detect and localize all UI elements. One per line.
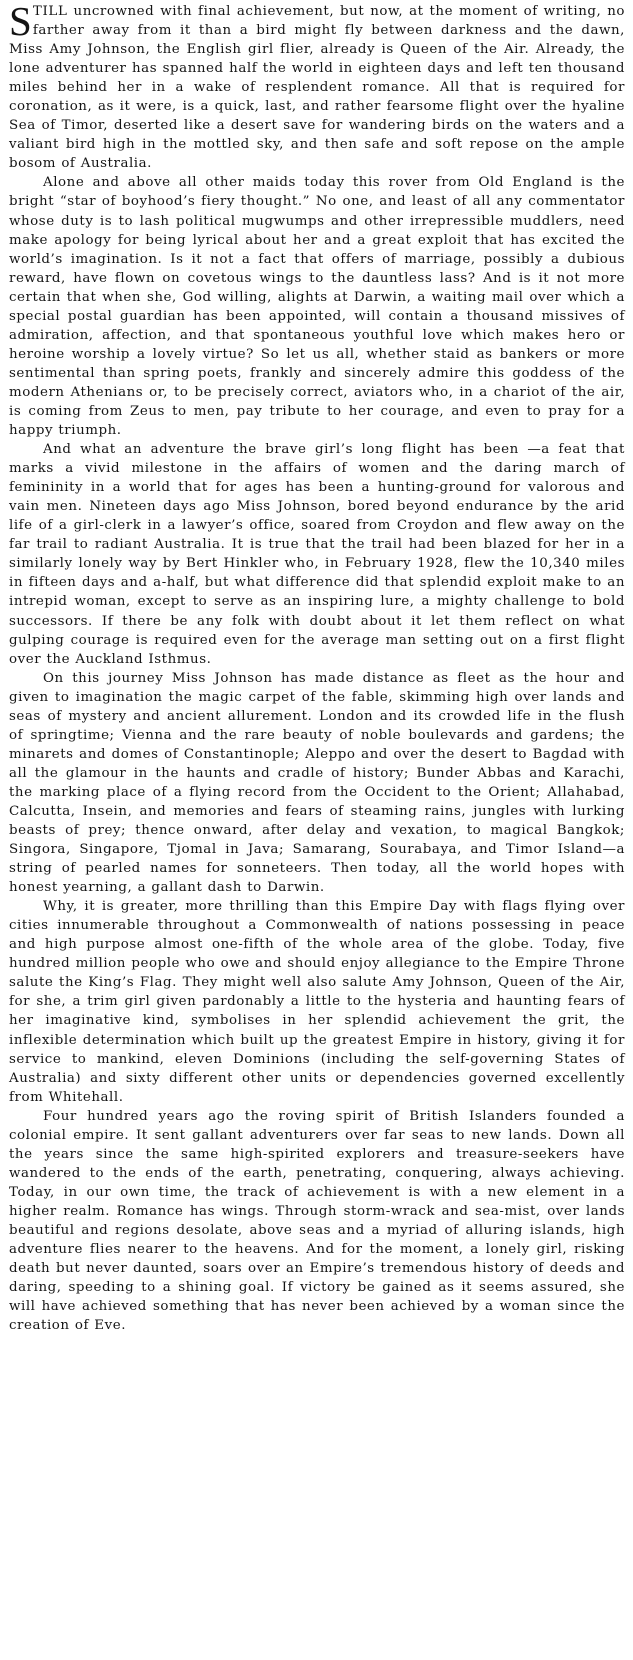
article-paragraph-2: Alone and above all other maids today this rover from Old England is the bright “star of boyhood’s fiery thought.” No one, and least of all any commentator whose duty is to lash political mugwumps and other irrepressible muddlers, need make apology for being lyrical about her and a great exploit that has excited the world’s imagination. Is it not a fact that offers of marriage, possibly a dubious reward, have flown on covetous wings to the dauntless lass? And is it not more certain that when she, God willing, alights at Darwin, a waiting mail over which a special postal guardian has been appointed, will contain a thousand missives of admiration, affection, and that spontaneous youthful love which makes hero or heroine worship a lovely virtue? So let us all, whether staid as bankers or more sentimental than spring poets, frankly and sincerely admire this goddess of the modern Athenians or, to be precisely correct, aviators who, in a chariot of the air, is coming from Zeus to men, pay tribute to her courage, and even to pray for a happy triumph. [9, 175, 625, 439]
paragraph-text: uncrowned with final achievement, but now, at the moment of writing, no farther away from it than a bird might fly between darkness and the dawn, Miss Amy Johnson, the English girl flier, already is Queen of the Air. Already, the lone adventurer has spanned half the world in eighteen days and left ten thousand miles behind her in a wake of resplendent romance. All that is required for coronation, as it were, is a quick, last, and rather fearsome flight over the hyaline Sea of Timor, deserted like a desert save for wandering birds on the waters and a valiant bird high in the mottled sky, and then safe and soft repose on the ample bosom of Australia. [9, 4, 625, 172]
article-paragraph-3: And what an adventure the brave girl’s long flight has been —a feat that marks a vivid milestone in the affairs of women and the daring march of femininity in a world that for ages has been a hunting-ground for valorous and vain men. Nineteen days ago Miss Johnson, bored beyond endurance by the arid life of a girl-clerk in a lawyer’s office, soared from Croydon and flew away on the far trail to radiant Australia. It is true that the trail had been blazed for her in a similarly lonely way by Bert Hinkler who, in February 1928, flew the 10,340 miles in fifteen days and a-half, but what difference did that splendid exploit make to an intrepid woman, except to serve as an inspiring lure, a mighty challenge to bold successors. If there be any folk with doubt about it let them reflect on what gulping courage is required even for the average man setting out on a first flight over the Auckland Isthmus. [9, 442, 625, 667]
article-paragraph-1 [9, 2, 625, 173]
opening-smallcaps: TILL [32, 4, 68, 19]
article-paragraph-6: Four hundred years ago the roving spirit of British Islanders founded a colonial empire. It sent gallant adventurers over far seas to new lands. Down all the years since the same high-spirited explorers and treasure-seekers have wandered to the ends of the earth, penetrating, conquering, always achieving. Today, in our own time, the track of achievement is with a new element in a higher realm. Romance has wings. Through storm-wrack and sea-mist, over lands beautiful and regions desolate, above seas and a myriad of alluring islands, high adventure flies nearer to the heavens. And for the moment, a lonely girl, risking death but never daunted, soars over an Empire’s tremendous history of deeds and daring, speeding to a shining goal. If victory be gained as it seems assured, she will have achieved something that has never been achieved by a woman since the creation of Eve. [9, 1108, 625, 1334]
article-paragraph-4: On this journey Miss Johnson has made distance as fleet as the hour and given to imagination the magic carpet of the fable, skimming high over lands and seas of mystery and ancient allurement. London and its crowded life in the flush of springtime; Vienna and the rare beauty of noble boulevards and gardens; the minarets and domes of Constantinople; Aleppo and over the desert to Bagdad with all the glamour in the haunts and cradle of history; Bunder Abbas and Karachi, the marking place of a flying record from the Occident to the Orient; Allahabad, Calcutta, Insein, and memories and fears of steaming rains, jungles with lurking beasts of prey; thence onward, after delay and vexation, to magical Bangkok; Singora, Singapore, Tjomal in Java; Samarang, Sourabaya, and Timor Island—a string of pearled names for sonneteers. Then today, all the world hopes with honest yearning, a gallant dash to Darwin. [9, 670, 625, 896]
drop-cap: S [9, 0, 32, 44]
article-paragraph-5: Why, it is greater, more thrilling than this Empire Day with flags flying over cities innumerable throughout a Commonwealth of nations possessing in peace and high purpose almost one-fifth of the whole area of the globe. Today, five hundred million people who owe and should enjoy allegiance to the Empire Throne salute the King’s Flag. They might well also salute Amy Johnson, Queen of the Air, for she, a trim girl given pardonably a little to the hysteria and haunting fears of her imaginative kind, symbolises in her splendid achievement the grit, the inflexible determination which built up the greatest Empire in history, giving it for service to mankind, eleven Dominions (including the self-governing States of Australia) and sixty different other units or dependencies governed excellently from Whitehall. [9, 899, 625, 1105]
